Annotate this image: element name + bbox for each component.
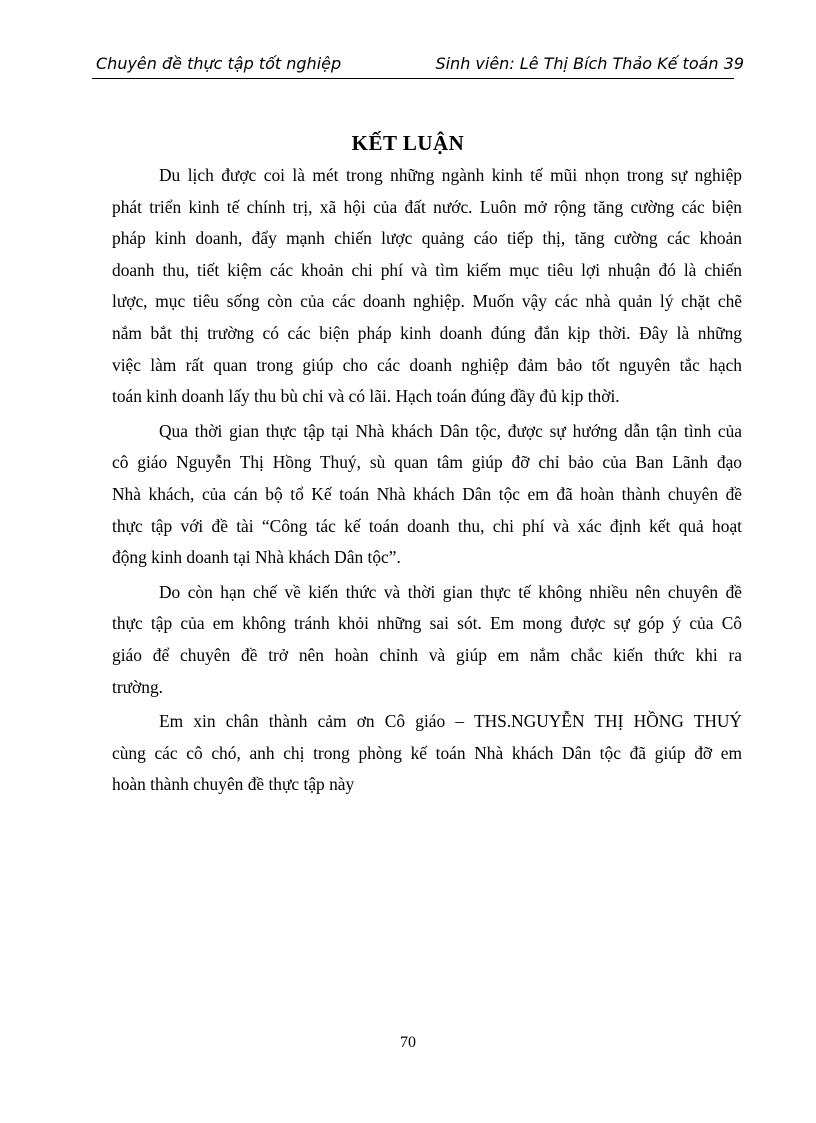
paragraph xyxy=(112,577,742,703)
paragraph-line: toán kinh doanh lấy thu bù chi và có lãi. Hạch toán đúng đầy đủ kịp thời. xyxy=(112,386,620,407)
paragraph-line: hoàn thành chuyên đề thực tập này xyxy=(112,774,355,795)
paragraph-line: trường. xyxy=(112,676,163,697)
paragraph-line: Du lịch được coi là mét trong những ngành kinh tế mũi nhọn trong sự nghiệp xyxy=(159,165,742,185)
paragraph xyxy=(112,416,742,574)
paragraph-line: Qua thời gian thực tập tại Nhà khách Dân tộc, được sự hướng dẫn tận tình của xyxy=(159,420,742,441)
paragraph-line: Do còn hạn chế về kiến thức và thời gian thực tế không nhiều nên chuyên đề xyxy=(159,581,742,602)
paragraph-line: pháp kinh doanh, đẩy mạnh chiến lược quảng cáo tiếp thị, tăng cường các khoản xyxy=(112,228,742,249)
paragraph-line: nắm bắt thị trường có các biện pháp kinh doanh đúng đắn kịp thời. Đây là những xyxy=(112,322,742,343)
paragraph-line: phát triển kinh tế chính trị, xã hội của đất nước. Luôn mở rộng tăng cường các biện xyxy=(112,196,742,217)
body-text xyxy=(112,160,742,804)
page-header xyxy=(96,52,744,78)
paragraph-line: Nhà khách, của cán bộ tổ Kế toán Nhà khách Dân tộc em đã hoàn thành chuyên đề xyxy=(112,483,742,504)
page-number: 70 xyxy=(400,1034,416,1051)
paragraph-line: cùng các cô chó, anh chị trong phòng kế toán Nhà khách Dân tộc đã giúp đỡ em xyxy=(112,742,742,763)
page-title: KẾT LUẬN xyxy=(351,131,465,155)
header-document-title: Chuyên đề thực tập tốt nghiệp xyxy=(96,54,342,73)
paragraph-line: doanh thu, tiết kiệm các khoản chi phí và tìm kiếm mục tiêu lợi nhuận đó là chiến xyxy=(112,259,742,280)
paragraph xyxy=(112,706,742,801)
header-student-info: Sinh viên: Lê Thị Bích Thảo Kế toán 39 xyxy=(435,54,744,73)
paragraph-line: thực tập với đề tài “Công tác kế toán doanh thu, chi phí và xác định kết quả hoạt xyxy=(112,515,742,536)
paragraph-line: giáo để chuyên đề trở nên hoàn chỉnh và giúp em nắm chắc kiến thức khi ra xyxy=(112,644,742,665)
paragraph-line: thực tập của em không tránh khỏi những sai sót. Em mong được sự góp ý của Cô xyxy=(112,613,742,634)
header-rule xyxy=(92,78,734,79)
paragraph-line: động kinh doanh tại Nhà khách Dân tộc”. xyxy=(112,547,401,568)
paragraph xyxy=(112,160,742,413)
paragraph-line: Em xin chân thành cảm ơn Cô giáo – THS.NGUYỄN THỊ HỒNG THUÝ xyxy=(159,711,742,732)
paragraph-line: lược, mục tiêu sống còn của các doanh nghiệp. Muốn vậy các nhà quản lý chặt chẽ xyxy=(112,291,742,312)
paragraph-line: cô giáo Nguyễn Thị Hồng Thuý, sù quan tâm giúp đỡ chỉ bảo của Ban Lãnh đạo xyxy=(112,452,742,473)
paragraph-line: việc làm rất quan trong giúp cho các doanh nghiệp đảm bảo tốt nguyên tắc hạch xyxy=(112,354,742,375)
